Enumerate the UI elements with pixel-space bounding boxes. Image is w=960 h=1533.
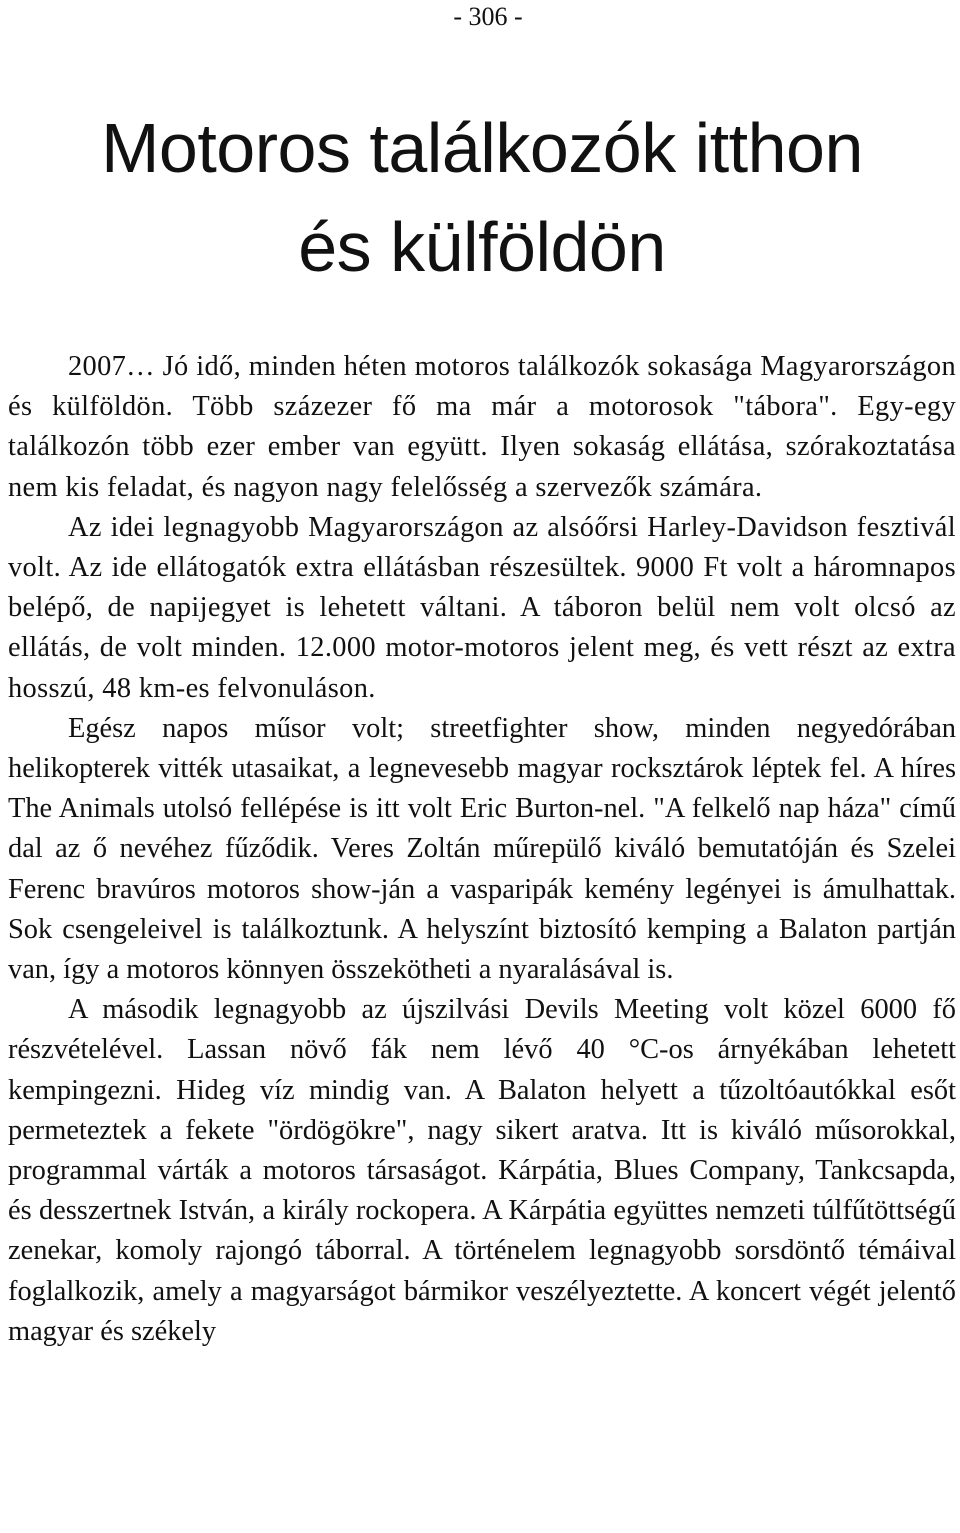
- paragraph-intro: 2007… Jó idő, minden héten motoros találkozók sokasága Magyarországon és külföldön. Több százezer fő ma már a motorosok "tábora". Egy-egy találkozón több ezer ember van együtt. Ilyen sokaság ellátása, szórakoztatása nem kis feladat, és nagyon nagy felelősség a szervezők számára.: [8, 351, 956, 503]
- page-title: [8, 99, 956, 297]
- article-body: [8, 347, 956, 1352]
- page-number: - 306 -: [453, 2, 523, 31]
- document-page: [8, 0, 956, 1352]
- paragraph-devils-meeting: A második legnagyobb az újszilvási Devils Meeting volt közel 6000 fő részvételével. Lassan növő fák nem lévő 40 °C-os árnyékában lehetett kempingezni. Hideg víz mindig van. A Balaton helyett a tűzoltóautókkal esőt permeteztek a fekete "ördögökre", nagy sikert aratva. Itt is kiváló műsorokkal, programmal várták a motoros társaságot. Kárpátia, Blues Company, Tankcsapda, és desszertnek István, a király rockopera. A Kárpátia együttes nemzeti túlfűtöttségű zenekar, komoly rajongó táborral. A történelem legnagyobb sorsdöntő témáival foglalkozik, amely a magyarságot bármikor veszélyeztette. A koncert végét jelentő magyar és székely: [8, 994, 956, 1347]
- paragraph-program: Egész napos műsor volt; streetfighter show, minden negyedórában helikopterek vitték utasaikat, a legnevesebb magyar rocksztárok léptek fel. A híres The Animals utolsó fellépése is itt volt Eric Burton-nel. "A felkelő nap háza" című dal az ő nevéhez fűződik. Veres Zoltán műrepülő kiváló bemutatóján és Szelei Ferenc bravúros motoros show-ján a vasparipák kemény legényei is ámulhattak. Sok csengeleivel is találkoztunk. A helyszínt biztosító kemping a Balaton partján van, így a motoros könnyen összekötheti a nyaralásával is.: [8, 712, 956, 986]
- paragraph-harley-davidson: Az idei legnagyobb Magyarországon az alsóőrsi Harley-Davidson fesztivál volt. Az ide ellátogatók extra ellátásban részesültek. 9000 Ft volt a háromnapos belépő, de napijegyet is lehetett váltani. A táboron belül nem volt olcsó az ellátás, de volt minden. 12.000 motor-motoros jelent meg, és vett részt az extra hosszú, 48 km-es felvonuláson.: [8, 511, 956, 704]
- title-line-2: és külföldön: [298, 208, 666, 286]
- title-line-1: Motoros találkozók itthon: [101, 109, 863, 187]
